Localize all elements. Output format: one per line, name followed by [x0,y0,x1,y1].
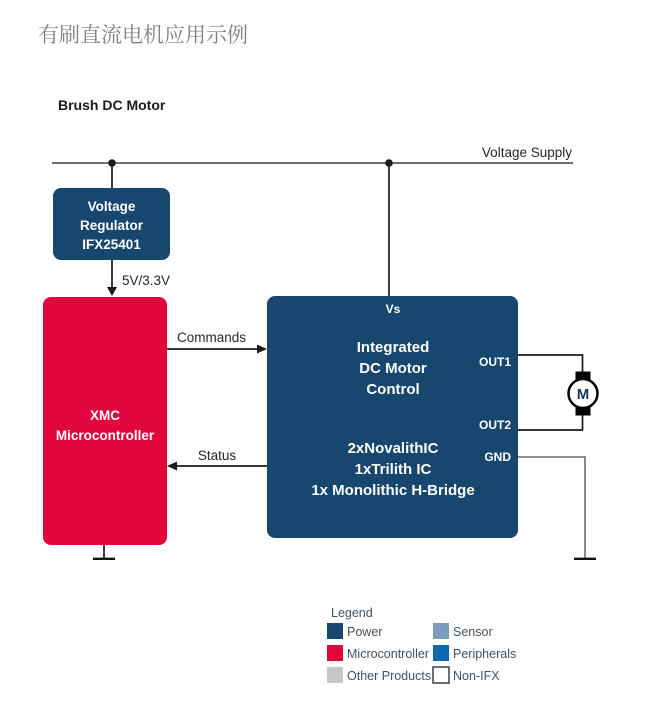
pin-out1-label: OUT1 [478,355,511,369]
arrowhead-right-icon [257,345,267,354]
status-label: Status [197,448,237,463]
legend-label-other-products: Other Products [347,669,432,683]
arrowhead-left-icon [167,462,177,471]
voltage-regulator-box [53,188,170,260]
legend-label-sensor: Sensor [453,625,493,639]
motor-control-box [267,296,518,538]
legend-swatch-microcontroller [327,645,343,661]
legend-label-non-ifx: Non-IFX [453,669,500,683]
voltage-regulator-line2: Regulator [79,218,144,233]
motor-control-detail1: 2xNovalithIC [347,440,439,457]
voltage-supply-label: Voltage Supply [481,145,572,160]
legend-swatch-peripherals [433,645,449,661]
voltage-regulator-line1: Voltage [87,199,136,214]
legend-swatch-power [327,623,343,639]
xmc-microcontroller-box [43,297,167,545]
regulator-output-label: 5V/3.3V [122,273,171,288]
motor-control-detail3: 1x Monolithic H-Bridge [311,482,475,499]
diagram-subtitle: Brush DC Motor [58,97,166,113]
legend-swatch-non-ifx [433,667,449,683]
xmc-line2: Microcontroller [55,428,155,443]
arrowhead-down-icon [107,287,117,296]
legend [327,606,516,683]
legend-label-peripherals: Peripherals [453,647,517,661]
voltage-regulator-line3: IFX25401 [82,237,141,252]
legend-label-microcontroller: Microcontroller [347,647,429,661]
motor-control-title2: DC Motor [359,360,427,377]
out2-wire [518,414,583,430]
motor-control-title3: Control [366,381,420,398]
xmc-line1: XMC [90,408,120,423]
motor-letter: M [576,386,590,403]
page-title: 有刷直流电机应用示例 [38,24,248,47]
pin-vs-label: Vs [385,302,401,316]
gnd-wire [518,457,585,558]
motor-control-title1: Integrated [356,339,430,356]
pin-out2-label: OUT2 [478,418,511,432]
pin-gnd-label: GND [484,450,511,464]
motor-control-detail2: 1xTrilith IC [354,461,432,478]
out1-wire [518,355,583,372]
motor-symbol [569,372,598,416]
legend-title: Legend [331,606,373,620]
legend-swatch-sensor [433,623,449,639]
legend-swatch-other-products [327,667,343,683]
commands-label: Commands [177,330,247,345]
legend-label-power: Power [347,625,383,639]
motor-control-rect [267,296,518,538]
xmc-ground-symbol [93,545,115,559]
